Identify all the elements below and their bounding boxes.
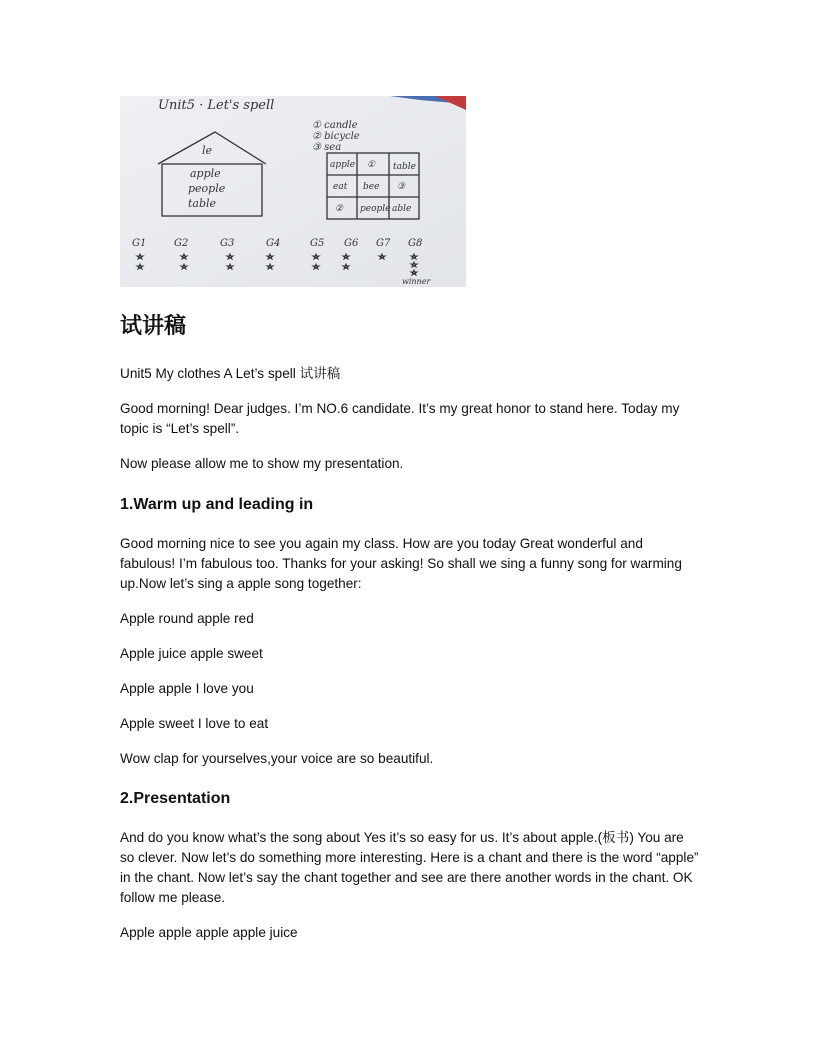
house-word-2: people <box>188 182 226 195</box>
grid-cell: people <box>360 204 391 214</box>
document-page <box>120 96 700 943</box>
house-word-3: table <box>188 197 217 210</box>
song-line: Apple round apple red <box>120 611 254 626</box>
photo-list-1: ① candle <box>312 120 358 131</box>
grid-cell: apple <box>330 160 356 170</box>
photo-title: Unit5 · Let's spell <box>158 98 275 113</box>
section2-paragraph: And do you know what’s the song about Yes it’s so easy for us. It’s about apple.(板书) You are so clever. Now let’s do something more interesting. Here is a chant and there is the word “apple” in the chant. Now let’s say the chant together and see are there another words in the chant. OK follow me please. <box>120 830 699 905</box>
section1-closing: Wow clap for yourselves,your voice are so beautiful. <box>120 751 434 766</box>
intro-paragraph-2: Now please allow me to show my presentation. <box>120 456 404 471</box>
subtitle: Unit5 My clothes A Let’s spell 试讲稿 <box>120 366 341 381</box>
house-word-1: apple <box>190 167 221 180</box>
group-label: G2 <box>174 238 189 249</box>
group-label: G5 <box>310 238 325 249</box>
group-label: G3 <box>220 238 235 249</box>
group-label: G4 <box>266 238 281 249</box>
grid-cell: ② <box>335 204 344 214</box>
intro-paragraph: Good morning! Dear judges. I’m NO.6 candidate. It’s my great honor to stand here. Today my topic is “Let’s spell”. <box>120 401 680 436</box>
section-heading-1: 1.Warm up and leading in <box>120 496 314 513</box>
grid-cell: able <box>392 204 412 214</box>
section-heading-2: 2.Presentation <box>120 790 231 807</box>
winner-label: winner <box>402 277 431 286</box>
section1-paragraph: Good morning nice to see you again my class. How are you today Great wonderful and fabulous! I’m fabulous too. Thanks for your asking! So shall we sing a funny song for warming up.Now let’s sing a apple song together: <box>120 536 682 591</box>
song-line: Apple apple I love you <box>120 681 254 696</box>
house-label: le <box>202 144 213 157</box>
group-label: G7 <box>376 238 391 249</box>
grid-cell: ③ <box>397 182 406 192</box>
group-label: G1 <box>132 238 147 249</box>
group-label: G8 <box>408 238 423 249</box>
photo-list-3: ③ sea <box>312 142 342 153</box>
grid-cell: bee <box>363 182 380 192</box>
grid-cell: eat <box>333 182 348 192</box>
whiteboard-photo <box>120 96 466 287</box>
chant-line: Apple apple apple apple juice <box>120 925 298 940</box>
page-title: 试讲稿 <box>120 314 187 339</box>
group-label: G6 <box>344 238 359 249</box>
grid-cell: table <box>393 162 416 172</box>
photo-list-2: ② bicycle <box>312 131 360 142</box>
song-line: Apple juice apple sweet <box>120 646 263 661</box>
grid-cell: ① <box>367 160 376 170</box>
song-line: Apple sweet I love to eat <box>120 716 269 731</box>
